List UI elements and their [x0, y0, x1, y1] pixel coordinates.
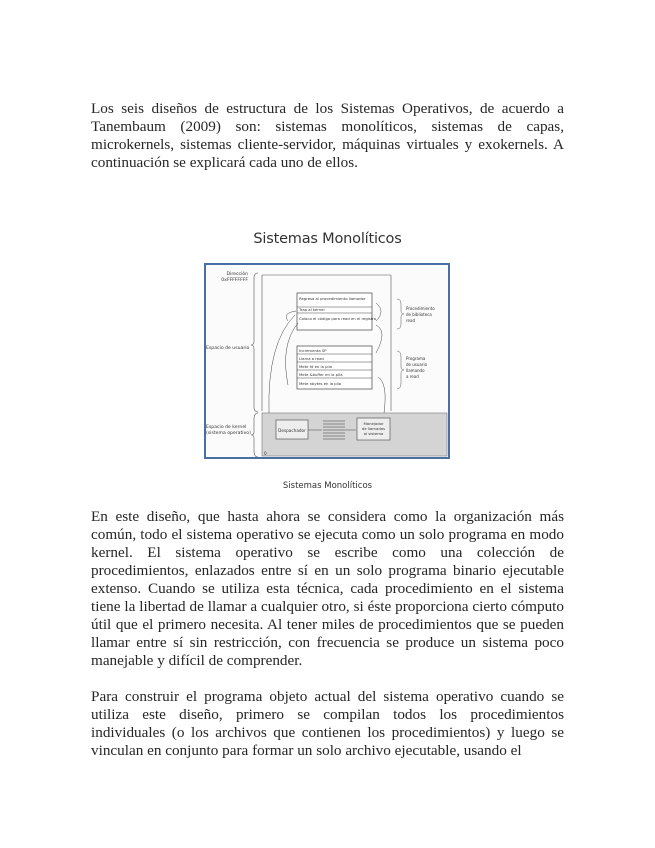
- user-row: Llama a read: [299, 356, 324, 361]
- handler-label: de llamadas: [361, 426, 386, 431]
- library-procedure-box: [297, 293, 377, 330]
- paragraph-2: En este diseño, que hasta ahora se considera como la organización más común, todo el sistema operativo se ejecuta como un solo programa en modo kernel. El sistema operativo se escribe como una colección de procedimientos, enlazados entre sí en un solo programa binario ejecutable extenso. Cuando se utiliza esta técnica, cada procedimiento en el sistema tiene la libertad de llamar a cualquier otro, si éste proporciona cierto cómputo útil que el primero necesita. Al tener miles de procedimientos que se pueden llamar entre sí sin restricción, con frecuencia se produce un sistema poco manejable y difícil de comprender.: [91, 508, 564, 669]
- library-label: de biblioteca: [406, 312, 432, 317]
- library-row: Coloca el código para read en el registro: [299, 316, 377, 321]
- address-label: Dirección: [226, 272, 248, 277]
- user-row: Mete &buffer en la pila: [299, 372, 343, 377]
- dispatcher-label: Despachador: [278, 428, 306, 433]
- user-row: Mete fd en la pila: [299, 364, 332, 369]
- dispatch-table: [323, 421, 345, 439]
- intro-paragraph: Los seis diseños de estructura de los Sistemas Operativos, de acuerdo a Tanembaum (2009) son: sistemas monolíticos, sistemas de capas, microkernels, sistemas cliente-servidor, máquinas virtuales y exokernels. A continuación se explicará cada uno de ellos.: [91, 100, 564, 171]
- address-value: 0xFFFFFFFF: [221, 278, 248, 283]
- library-label: Procedimiento: [406, 306, 435, 311]
- library-row: Regresa al procedimiento llamador: [299, 296, 366, 301]
- user-label: llamando: [406, 368, 425, 373]
- user-label: de usuario: [406, 362, 428, 367]
- user-row: Mete nbytes en la pila: [299, 381, 342, 386]
- paragraph-3: Para construir el programa objeto actual del sistema operativo cuando se utiliza este diseño, primero se compilan todos los procedimientos individuales (o los archivos que contienen los procedimientos) y luego se vinculan en conjunto para formar un solo archivo ejecutable, usando el: [91, 688, 564, 759]
- monolithic-diagram: [204, 263, 450, 459]
- zero-label: 0: [264, 451, 267, 456]
- library-label: read: [406, 318, 416, 323]
- user-label: Programa: [406, 356, 426, 361]
- handler-label: Manejador: [363, 421, 384, 426]
- user-program-box: [297, 346, 372, 389]
- kernel-space-label-2: (sistema operativo): [206, 431, 251, 436]
- user-row: Incrementa SP: [299, 348, 327, 353]
- library-row: Trap al kernel: [299, 307, 325, 312]
- kernel-space-label: Espacio de kernel: [206, 425, 247, 430]
- figure-caption: Sistemas Monolíticos: [282, 481, 373, 491]
- user-space-label: Espacio de usuario: [206, 346, 250, 351]
- handler-label: al sistema: [363, 431, 384, 436]
- figure-title: Sistemas Monolíticos: [253, 231, 402, 247]
- user-label: a read: [406, 374, 419, 379]
